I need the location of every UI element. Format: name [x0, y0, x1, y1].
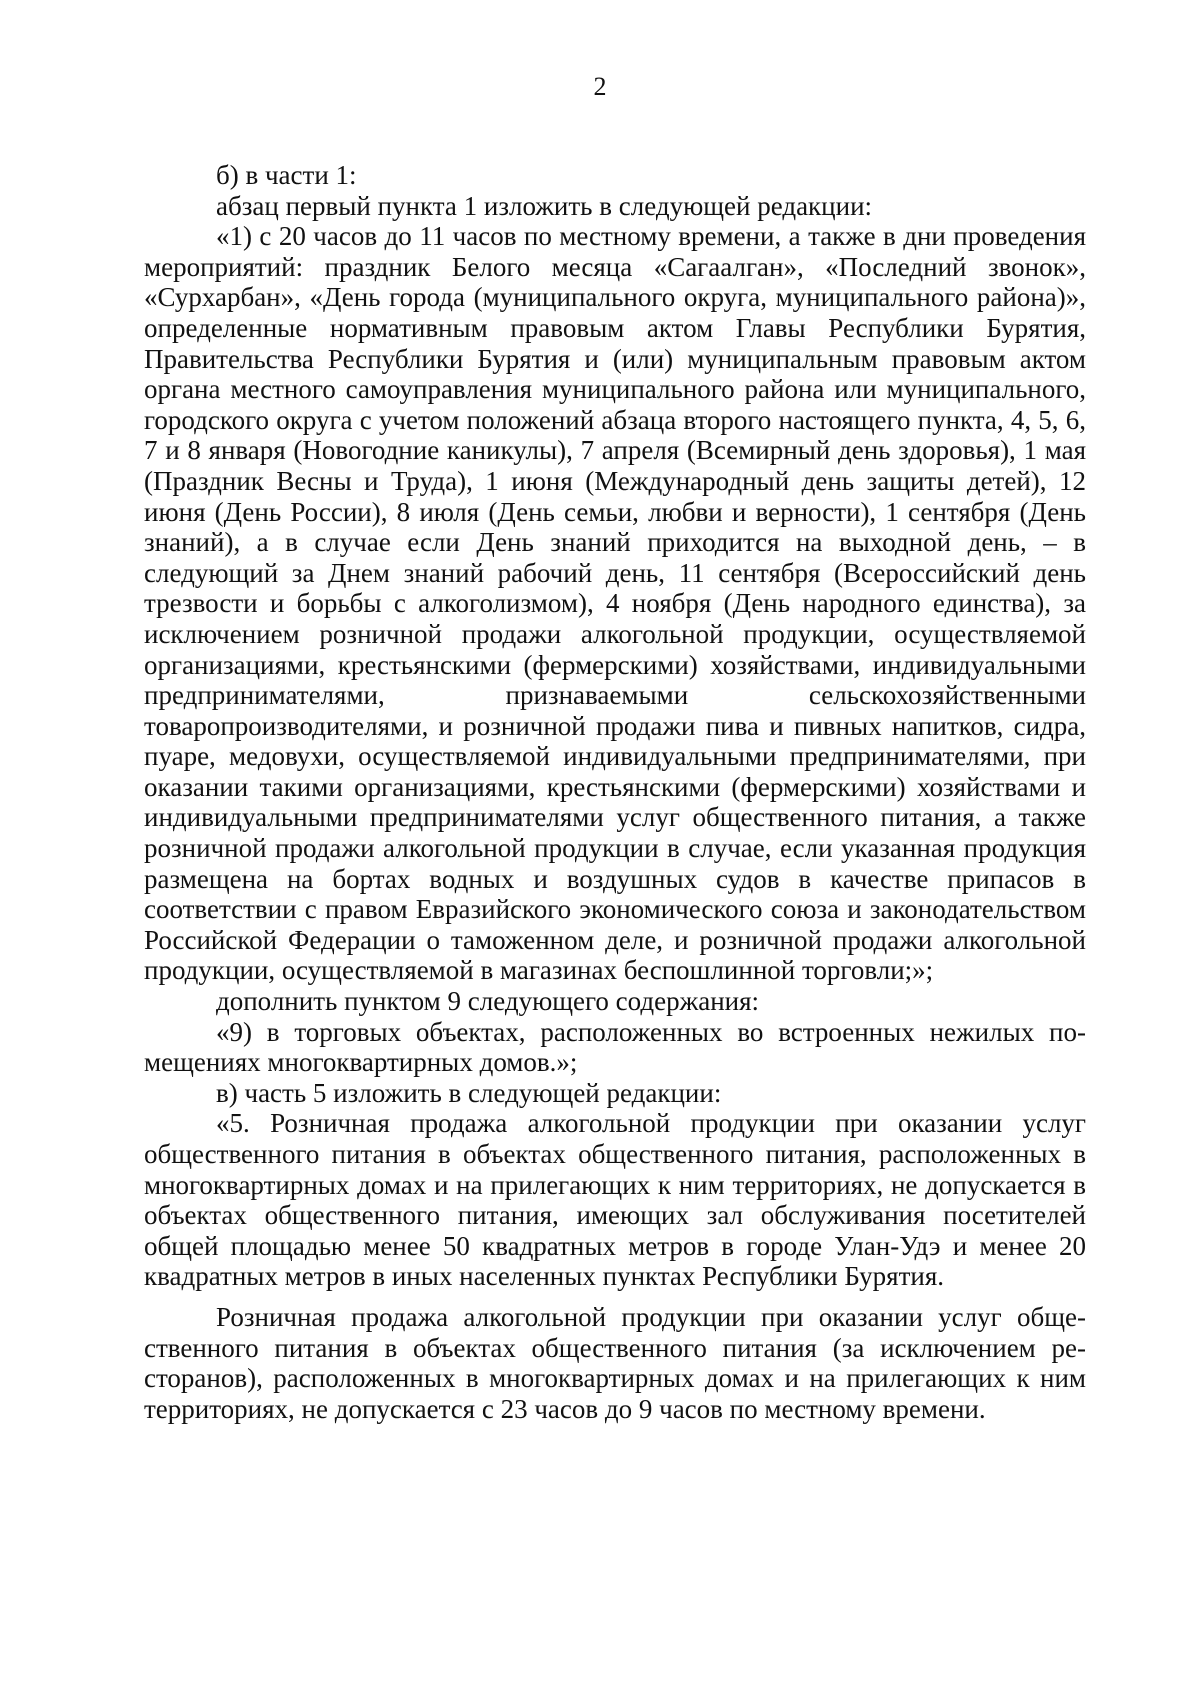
- paragraph-part-5-text: «5. Розничная продажа алкогольной продукции при оказании услуг общественного питания в объектах общественного питания, расположенных в многоквартирных домах и на прилегающих к ним территориях, не допускается в объектах общественного питания, имеющих зал обслуживания посетителей общей площадью менее 50 квадратных метров в городе Улан-Удэ и менее 20 квадратных метров в иных населенных пунктах Республики Бурятия.: [144, 1108, 1086, 1292]
- paragraph-item-9-text: «9) в торговых объектах, расположенных во встроенных нежилых помещениях многоквартирных домов.»;: [144, 1016, 1086, 1078]
- paragraph-item-1-text: «1) с 20 часов до 11 часов по местному времени, а также в дни проведения мероприятий: праздник Белого месяца «Сагаалган», «Последний звонок», «Сурхарбан», «День города (муниципального округа, муниципального района)», определенные нормативным правовым актом Главы Республики Бурятия, Правительства Республики Бурятия и (или) муниципальным правовым актом органа местного самоуправления муниципального района или муниципального, городского округа с учетом положений абзаца второго настоящего пункта, 4, 5, 6, 7 и 8 января (Новогодние каникулы), 7 апреля (Всемирный день здоровья), 1 мая (Праздник Весны и Труда), 1 июня (Международный день защиты детей), 12 июня (День России), 8 июля (День семьи, любви и верности), 1 сентября (День знаний), а в случае если День знаний приходится на выходной день, – в следующий за Днем знаний рабочий день, 11 сентября (Всероссийский день трезвости и борьбы с алкоголизмом), 4 ноября (День народного единства), за исключением розничной продажи алкогольной продукции, осуществляемой организациями, крестьянскими (фермерскими) хозяйствами, индивидуальными предпринимателями, признаваемыми сельскохозяйственными товаропроизводителями, и розничной продажи пива и пивных напитков, сидра, пуаре, медовухи, осуществляемой индивидуальными предпринимателями, при оказании такими организациями, крестьянскими (фермерскими) хозяйствами и индивидуальными предпринимателями услуг общественного питания, а также розничной продажи алкогольной продукции в случае, если указанная продукция размещена на бортах водных и воздушных судов в качестве припасов в соответствии с правом Евразийского экономического союза и законодательством Российской Федерации о таможенном деле, и розничной продажи алкогольной продукции, осуществляемой в магазинах беспошлинной торговли;»;: [144, 221, 1086, 986]
- document-body: [144, 160, 1086, 1424]
- paragraph-part-5-second: Розничная продажа алкогольной продукции при оказании услуг общественного питания в объектах общественного питания (за исключением ресторанов), расположенных в многоквартирных домах и на прилегающих к ним территориях, не допускается с 23 часов до 9 часов по местному времени.: [144, 1301, 1086, 1424]
- paragraph-part-5-intro: в) часть 5 изложить в следующей редакции:: [216, 1077, 722, 1108]
- page-number: 2: [593, 72, 607, 101]
- paragraph-amendment-intro-9: дополнить пунктом 9 следующего содержания:: [216, 986, 760, 1017]
- paragraph-part-1-heading: б) в части 1:: [216, 160, 357, 190]
- paragraph-amendment-intro-1: абзац первый пункта 1 изложить в следующей редакции:: [216, 190, 873, 221]
